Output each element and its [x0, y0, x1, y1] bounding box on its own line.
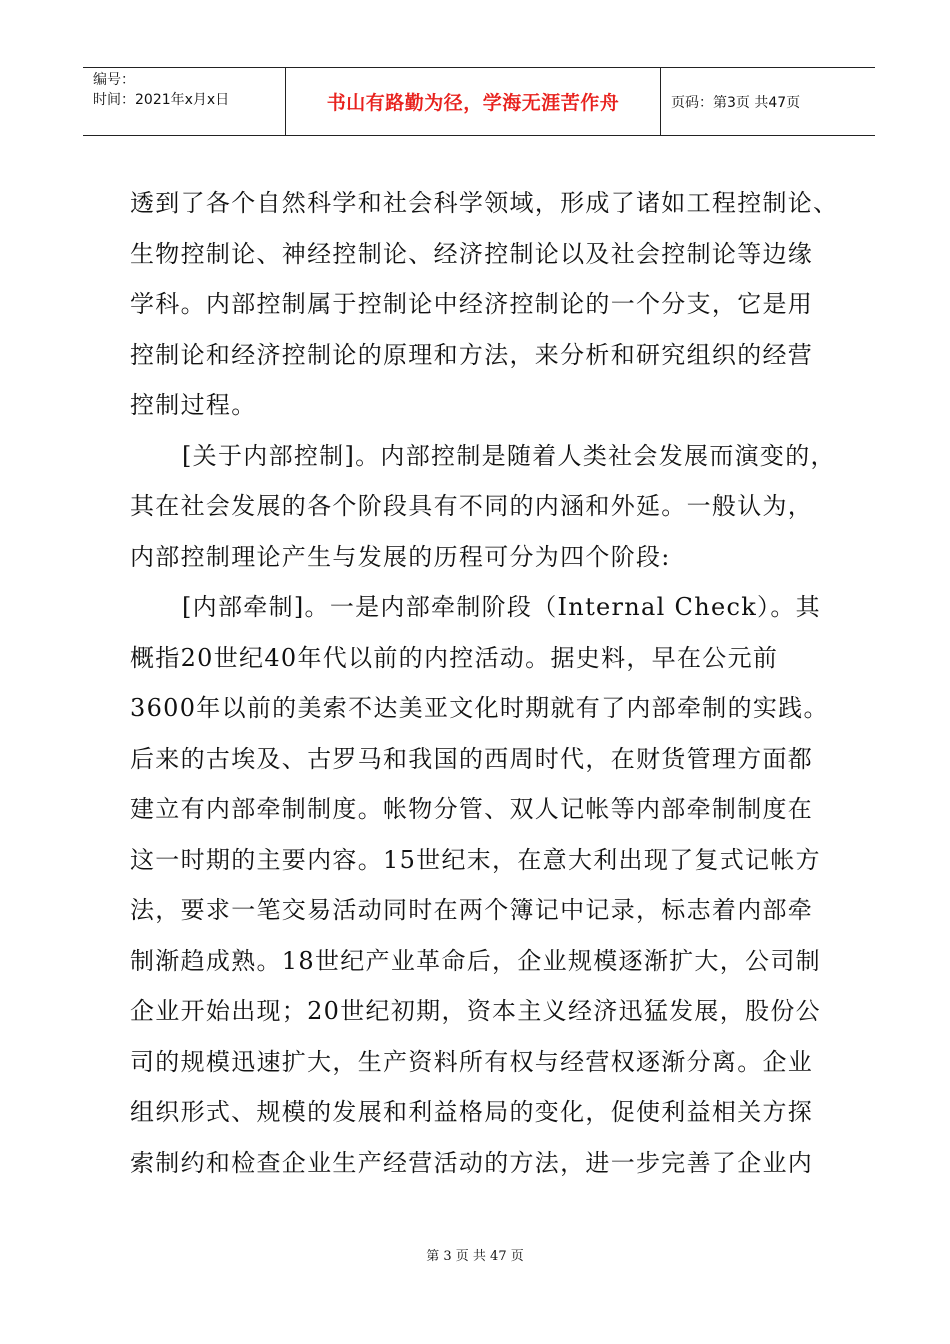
body-line: 学科。内部控制属于控制论中经济控制论的一个分支，它是用: [130, 290, 814, 318]
body-line: 生物控制论、神经控制论、经济控制论以及社会控制论等边缘: [130, 239, 814, 268]
header-meta: [83, 68, 286, 135]
body-line: 概指20世纪40年代以前的内控活动。据史料，早在公元前: [130, 643, 779, 672]
body-line: 索制约和检查企业生产经营活动的方法，进一步完善了企业内: [130, 1148, 814, 1177]
number-label: 编号：: [93, 72, 135, 88]
body-line: [内部牵制]。一是内部牵制阶段（Internal Check）。其: [182, 593, 821, 621]
body-line: 这一时期的主要内容。15世纪末，在意大利出现了复式记帐方: [130, 845, 821, 874]
document-body: [130, 178, 839, 1188]
header-page-cell: [661, 68, 875, 135]
body-line: 制渐趋成熟。18世纪产业革命后，企业规模逐渐扩大，公司制: [130, 946, 821, 975]
page-footer: 第 3 页 共 47 页: [426, 1249, 524, 1264]
body-line: 建立有内部牵制制度。帐物分管、双人记帐等内部牵制制度在: [130, 795, 814, 823]
body-line: 3600年以前的美索不达美亚文化时期就有了内部牵制的实践。: [130, 694, 829, 722]
date-label: 时间：2021年x月x日: [93, 92, 230, 108]
body-line: [关于内部控制]。内部控制是随着人类社会发展而演变的，: [182, 441, 836, 470]
body-line: 透到了各个自然科学和社会科学领域，形成了诸如工程控制论、: [130, 189, 839, 217]
body-line: 组织形式、规模的发展和利益格局的变化，促使利益相关方探: [130, 1098, 814, 1126]
body-line: 司的规模迅速扩大，生产资料所有权与经营权逐渐分离。企业: [130, 1047, 814, 1076]
page-info: 页码：第3页 共47页: [671, 94, 801, 111]
motto: 书山有路勤为径，学海无涯苦作舟: [326, 92, 620, 114]
body-line: 内部控制理论产生与发展的历程可分为四个阶段:: [130, 542, 671, 571]
body-line: 控制论和经济控制论的原理和方法，来分析和研究组织的经营: [130, 340, 814, 369]
body-line: 企业开始出现；20世纪初期，资本主义经济迅猛发展，股份公: [130, 997, 821, 1025]
body-line: 其在社会发展的各个阶段具有不同的内涵和外延。一般认为，: [130, 492, 814, 520]
body-line: 后来的古埃及、古罗马和我国的西周时代，在财货管理方面都: [130, 744, 814, 773]
document-header: [83, 67, 875, 136]
body-line: 法，要求一笔交易活动同时在两个簿记中记录，标志着内部牵: [130, 896, 814, 924]
body-line: 控制过程。: [130, 391, 257, 419]
header-motto-cell: [286, 68, 661, 135]
